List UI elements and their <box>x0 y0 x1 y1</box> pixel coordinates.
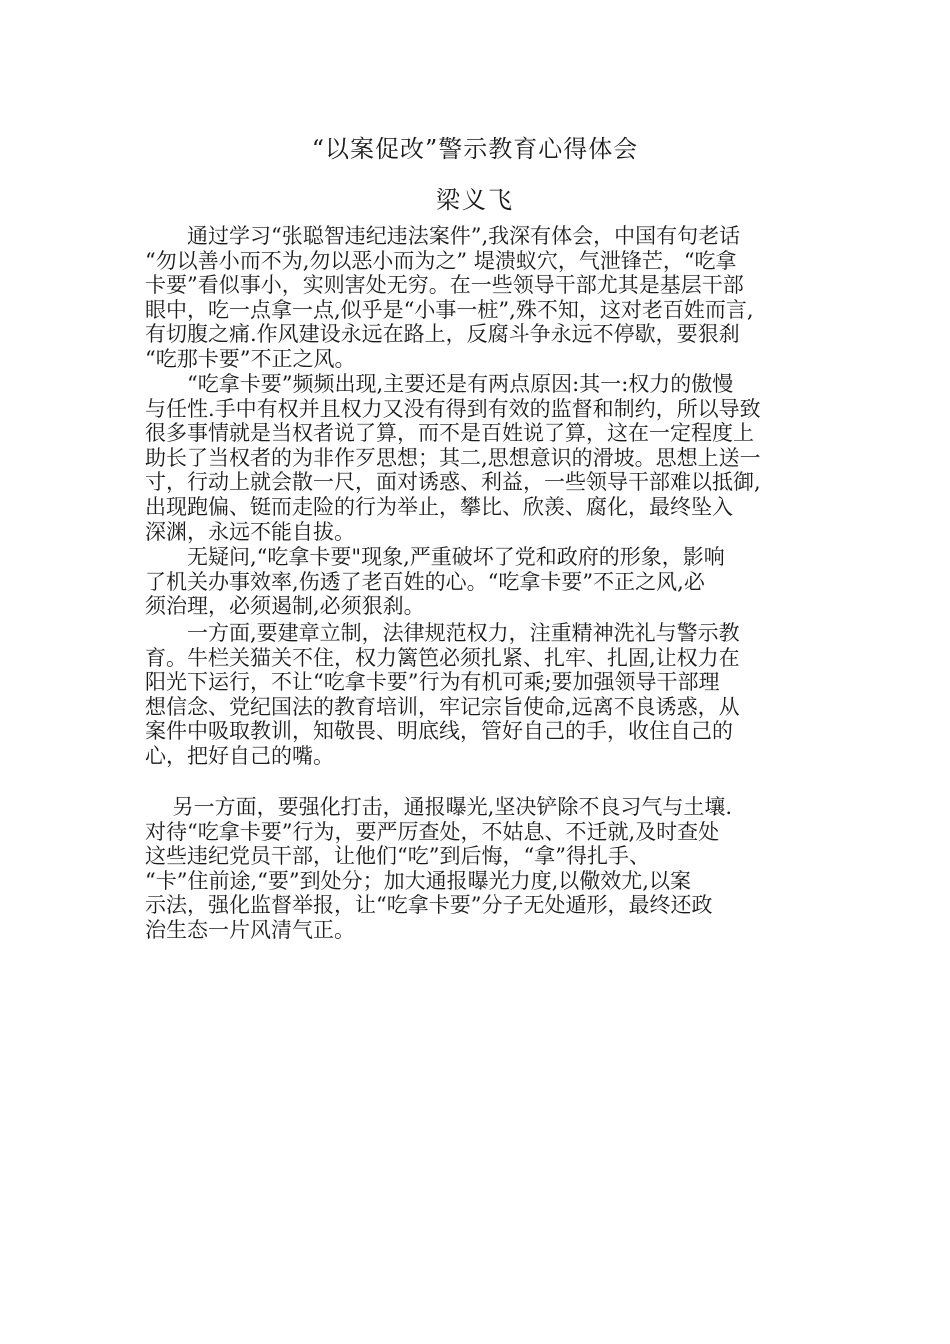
text-line: 寸，行动上就会散一尺，面对诱惑、利益，一些领导干部难以抵御, <box>145 470 761 495</box>
text-line: 另一方面，要强化打击，通报曝光,坚决铲除不良习气与土壤. <box>145 795 733 819</box>
text-line: 心，把好自己的嘴。 <box>145 743 334 768</box>
text-line: 与任性.手中有权并且权力又没有得到有效的监督和制约，所以导致 <box>145 396 761 421</box>
text-line: 这些违纪党员干部，让他们“吃”到后悔，“拿”得扎手、 <box>145 844 650 869</box>
text-line: “勿以善小而不为,勿以恶小而为之” 堤溃蚁穴，气泄锋芒，“吃拿 <box>145 248 737 273</box>
text-line: 通过学习“张聪智违纪违法案件”,我深有体会，中国有句老话 <box>145 224 741 248</box>
text-line: 阳光下运行，不让“吃拿卡要”行为有机可乘;要加强领导干部理 <box>145 670 720 695</box>
text-line: 很多事情就是当权者说了算，而不是百姓说了算，这在一定程度上 <box>145 421 754 446</box>
text-line: “卡”住前途,“要”到处分；加大通报曝光力度,以儆效尤,以案 <box>145 868 691 893</box>
document-title: “以案促改”警示教育心得体会 <box>311 135 639 163</box>
text-line: 无疑问,“吃拿卡要"现象,严重破坏了党和政府的形象，影响 <box>145 545 725 569</box>
paragraph-2 <box>145 372 817 544</box>
paragraph-4 <box>145 621 817 769</box>
text-line: 须治理，必须遏制,必须狠刹。 <box>145 594 425 619</box>
text-line: 治生态一片风清气正。 <box>145 917 355 942</box>
text-line: 了机关办事效率,伤透了老百姓的心。“吃拿卡要”不正之风,必 <box>145 569 705 594</box>
text-line: 案件中吸取教训，知敬畏、明底线，管好自己的手，收住自己的 <box>145 719 733 744</box>
paragraph-1 <box>145 224 817 372</box>
text-line: “吃拿卡要”频频出现,主要还是有两点原因:其一:权力的傲慢 <box>145 372 734 396</box>
text-line: “吃那卡要”不正之风。 <box>145 346 356 371</box>
text-line: 有切腹之痛.作风建设永远在路上，反腐斗争永远不停歇，要狠刹 <box>145 322 740 347</box>
text-line: 出现跑偏、铤而走险的行为举止，攀比、欣羡、腐化，最终坠入 <box>145 494 733 519</box>
text-line: 助长了当权者的为非作歹思想；其二,思想意识的滑坡。思想上送一 <box>145 445 761 470</box>
text-line: 想信念、党纪国法的教育培训，牢记宗旨使命,远离不良诱惑，从 <box>145 694 740 719</box>
document-author: 梁义飞 <box>436 186 514 214</box>
text-line: 育。牛栏关猫关不住，权力篱笆必须扎紧、扎牢、扎固,让权力在 <box>145 645 740 670</box>
text-line: 对待“吃拿卡要”行为，要严厉查处，不姑息、不迁就,及时查处 <box>145 819 720 844</box>
text-line: 深渊，永远不能自拔。 <box>145 519 355 544</box>
text-line: 卡要”看似事小，实则害处无穷。在一些领导干部尤其是基层干部 <box>145 273 744 298</box>
paragraph-5 <box>145 795 817 943</box>
text-line: 示法，强化监督举报，让“吃拿卡要”分子无处遁形，最终还政 <box>145 893 713 918</box>
text-line: 眼中，吃一点拿一点,似乎是“小事一桩”,殊不知，这对老百姓而言, <box>145 297 754 322</box>
paragraph-3 <box>145 545 817 619</box>
text-line: 一方面,要建章立制，法律规范权力，注重精神洗礼与警示教 <box>145 621 740 645</box>
